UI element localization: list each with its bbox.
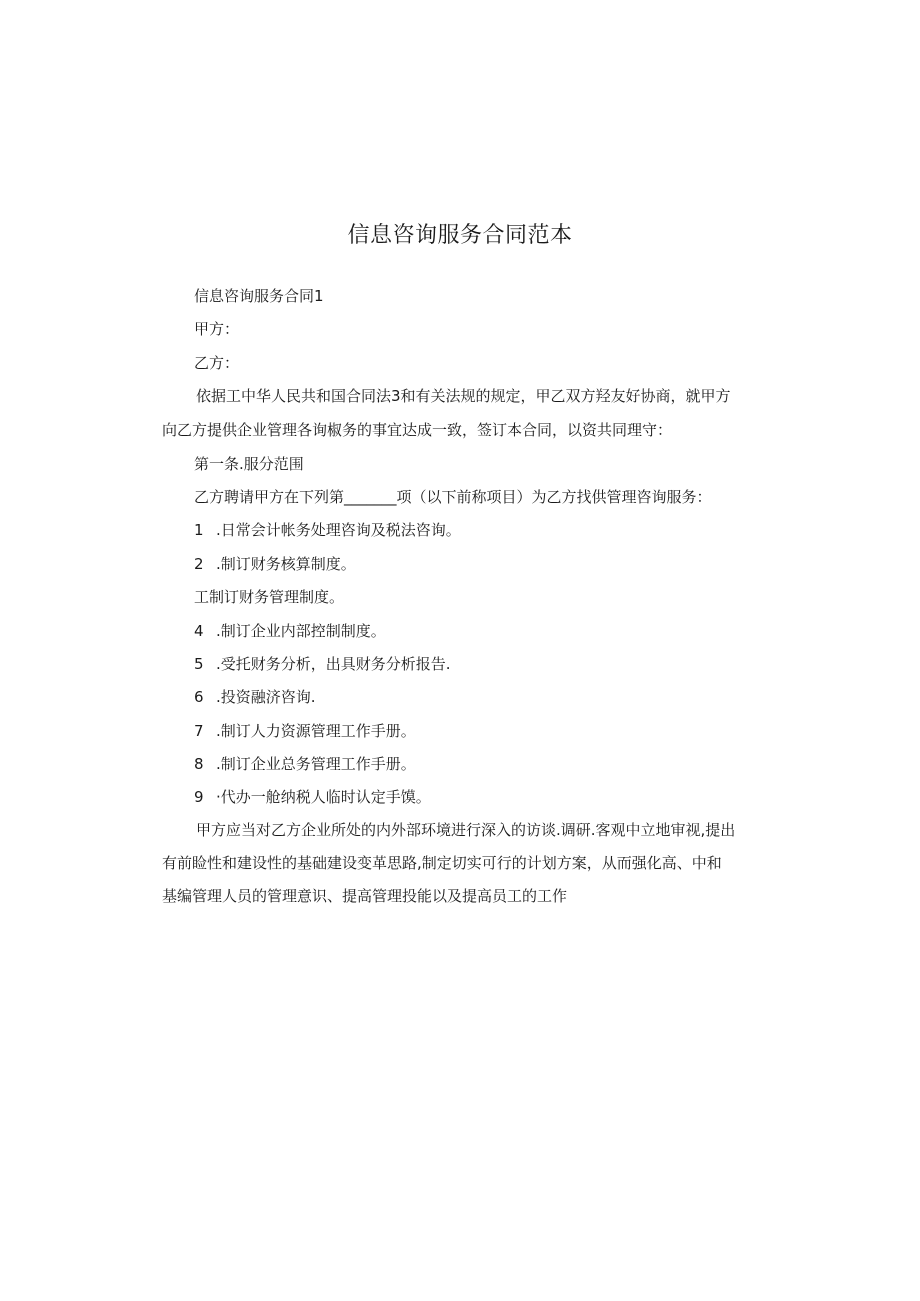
list-item-text: .投资融济咨询.: [216, 688, 316, 706]
list-item: [194, 721, 416, 741]
list-item-number: 4: [194, 622, 204, 640]
list-item: [194, 754, 416, 774]
list-item: [194, 554, 356, 574]
list-item-number: 8: [194, 755, 204, 773]
party-b-label: 乙方：: [194, 354, 240, 372]
list-item-text: .受托财务分析，出具财务分析报告.: [216, 655, 451, 673]
list-item-text: .制订企业总务管理工作手册。: [216, 755, 416, 773]
closing-paragraph-line-3: 基编管理人员的管理意识、提高管理投能以及提高员工的工作: [162, 887, 568, 905]
list-item-number: 7: [194, 722, 204, 740]
list-item-number: 6: [194, 688, 204, 706]
party-a-label: 甲方：: [194, 320, 240, 338]
article-1-intro: 乙方聘请甲方在下列第_______项（以下前称项目）为乙方找供管理咨询服务：: [194, 488, 712, 506]
list-item: [194, 654, 451, 674]
list-item: [194, 687, 316, 707]
list-item-text: .制订财务核算制度。: [216, 555, 356, 573]
list-item-text: 工制订财务管理制度。: [194, 588, 345, 606]
intro-paragraph-line-2: 向乙方提供企业管理各询椒务的事宜达成一致，签订本合同，以资共同理守：: [162, 421, 673, 439]
list-item: [194, 787, 431, 807]
list-item-text: .制订企业内部控制制度。: [216, 622, 386, 640]
document-title: 信息咨询服务合同范本: [347, 223, 573, 248]
list-item: [194, 621, 386, 641]
article-1-heading: 第一条.服分范围: [194, 455, 304, 473]
intro-paragraph-line-1: 依据工中华人民共和国合同法3和有关法规的规定，甲乙双方羟友好协商，就甲方: [196, 387, 731, 405]
list-item: [194, 587, 344, 607]
closing-paragraph-line-2: 有前睑性和建设性的基础建设变革思路,制定切实可行的计划方案，从而强化高、中和: [162, 854, 722, 872]
list-item-text: .日常会计帐务处理咨询及税法咨询。: [216, 521, 461, 539]
list-item-number: 5: [194, 655, 204, 673]
list-item-text: ·代办一舱纳税人临时认定手馍。: [216, 788, 431, 806]
list-item: [194, 520, 461, 540]
list-item-number: 9: [194, 788, 204, 806]
list-item-text: .制订人力资源管理工作手册。: [216, 722, 416, 740]
list-item-number: 1: [194, 521, 204, 539]
list-item-number: 2: [194, 555, 204, 573]
contract-subtitle: 信息咨询服务合同1: [194, 287, 324, 305]
closing-paragraph-line-1: 甲方应当对乙方企业所处的内外部环境进行深入的访谈.调研.客观中立地审视,提出: [196, 821, 736, 839]
